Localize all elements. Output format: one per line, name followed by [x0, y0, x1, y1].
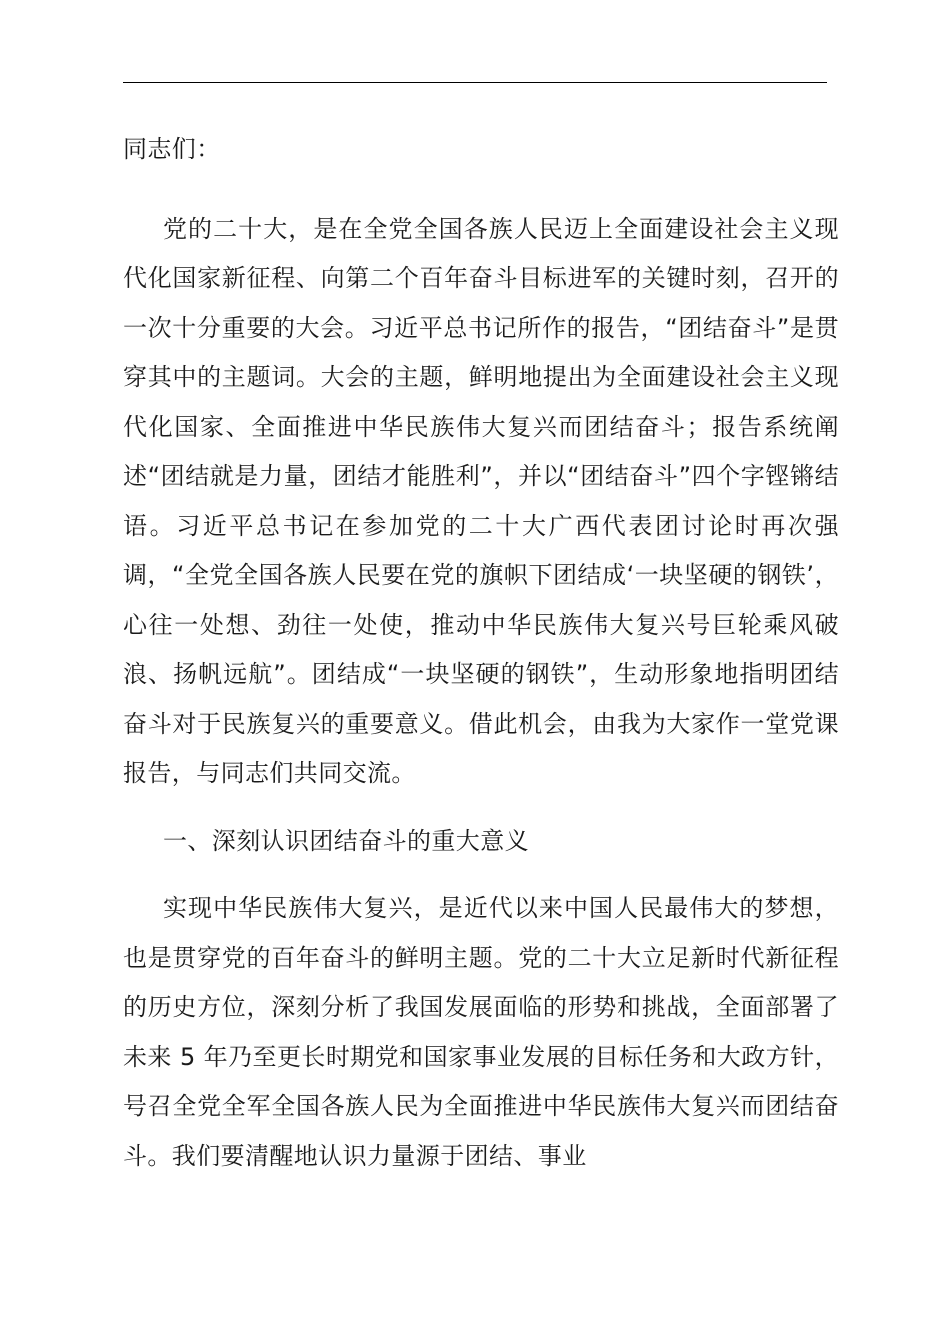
header-rule	[123, 82, 827, 83]
intro-paragraph: 党的二十大，是在全党全国各族人民迈上全面建设社会主义现代化国家新征程、向第二个百年奋斗目标进军的关键时刻，召开的一次十分重要的大会。习近平总书记所作的报告，“团结奋斗”是贯穿其中的主题词。大会的主题，鲜明地提出为全面建设社会主义现代化国家、全面推进中华民族伟大复兴而团结奋斗；报告系统阐述“团结就是力量，团结才能胜利”，并以“团结奋斗”四个字铿锵结语。习近平总书记在参加党的二十大广西代表团讨论时再次强调，“全党全国各族人民要在党的旗帜下团结成‘一块坚硬的钢铁’，心往一处想、劲往一处使，推动中华民族伟大复兴号巨轮乘风破浪、扬帆远航”。团结成“一块坚硬的钢铁”，生动形象地指明团结奋斗对于民族复兴的重要意义。借此机会，由我为大家作一堂党课报告，与同志们共同交流。	[123, 214, 839, 787]
section-paragraph: 实现中华民族伟大复兴，是近代以来中国人民最伟大的梦想，也是贯穿党的百年奋斗的鲜明主题。党的二十大立足新时代新征程的历史方位，深刻分析了我国发展面临的形势和挑战，全面部署了未来 5 年乃至更长时期党和国家事业发展的目标任务和大政方针，号召全党全军全国各族人民为全面推进中华民族伟大复兴而团结奋斗。我们要清醒地认识力量源于团结、事业	[123, 894, 839, 1170]
salutation: 同志们：	[123, 135, 221, 163]
section-heading: 一、深刻认识团结奋斗的重大意义	[163, 826, 529, 855]
document-body	[123, 125, 839, 1199]
